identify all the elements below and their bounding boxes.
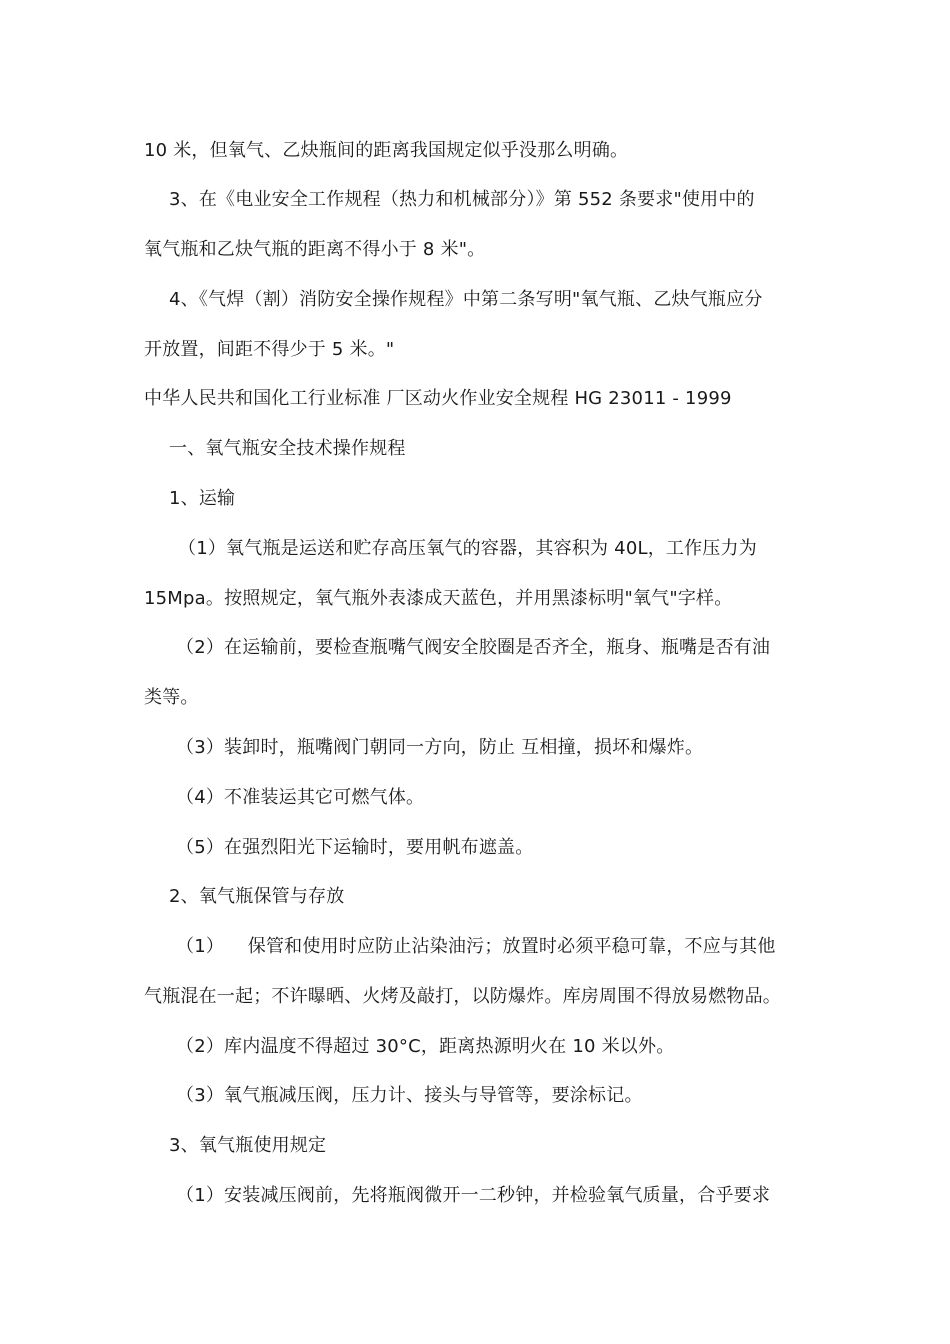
subsection-heading: 1、运输 bbox=[169, 488, 236, 509]
text-line: 气瓶混在一起；不许曝晒、火烤及敲打，以防爆炸。库房周围不得放易燃物品。 bbox=[144, 986, 781, 1007]
text-line: 开放置，间距不得少于 5 米。" bbox=[144, 339, 395, 360]
text-line: （1）安装减压阀前，先将瓶阀微开一二秒钟，并检验氧气质量，合乎要求 bbox=[176, 1185, 771, 1206]
subsection-heading: 3、氧气瓶使用规定 bbox=[169, 1135, 327, 1156]
text-line: （3）装卸时，瓶嘴阀门朝同一方向，防止 互相撞，损坏和爆炸。 bbox=[176, 737, 704, 758]
text-line: （1） 保管和使用时应防止沾染油污；放置时必须平稳可靠，不应与其他 bbox=[176, 936, 776, 957]
text-line: （3）氧气瓶减压阀，压力计、接头与导管等，要涂标记。 bbox=[176, 1085, 643, 1106]
text-line: （5）在强烈阳光下运输时，要用帆布遮盖。 bbox=[176, 837, 534, 858]
text-line: 4、《气焊（割）消防安全操作规程》中第二条写明"氧气瓶、乙炔气瓶应分 bbox=[169, 289, 763, 310]
text-line: （2）库内温度不得超过 30°C，距离热源明火在 10 米以外。 bbox=[176, 1036, 675, 1057]
text-line: （2）在运输前，要检查瓶嘴气阀安全胶圈是否齐全，瓶身、瓶嘴是否有油 bbox=[176, 637, 771, 658]
text-line: 类等。 bbox=[144, 687, 199, 708]
text-line: 3、在《电业安全工作规程（热力和机械部分）》第 552 条要求"使用中的 bbox=[169, 189, 755, 210]
text-line: 15Mpa。按照规定，氧气瓶外表漆成天蓝色，并用黑漆标明"氧气"字样。 bbox=[144, 588, 733, 609]
text-line: 10 米，但氧气、乙炔瓶间的距离我国规定似乎没那么明确。 bbox=[144, 140, 629, 161]
text-line: 中华人民共和国化工行业标准 厂区动火作业安全规程 HG 23011 - 1999 bbox=[144, 388, 732, 409]
subsection-heading: 2、氧气瓶保管与存放 bbox=[169, 886, 345, 907]
text-line: 氧气瓶和乙炔气瓶的距离不得小于 8 米"。 bbox=[144, 239, 486, 260]
text-line: （4）不准装运其它可燃气体。 bbox=[176, 787, 425, 808]
section-heading: 一、氧气瓶安全技术操作规程 bbox=[169, 438, 406, 459]
text-line: （1）氧气瓶是运送和贮存高压氧气的容器，其容积为 40L，工作压力为 bbox=[178, 538, 757, 559]
